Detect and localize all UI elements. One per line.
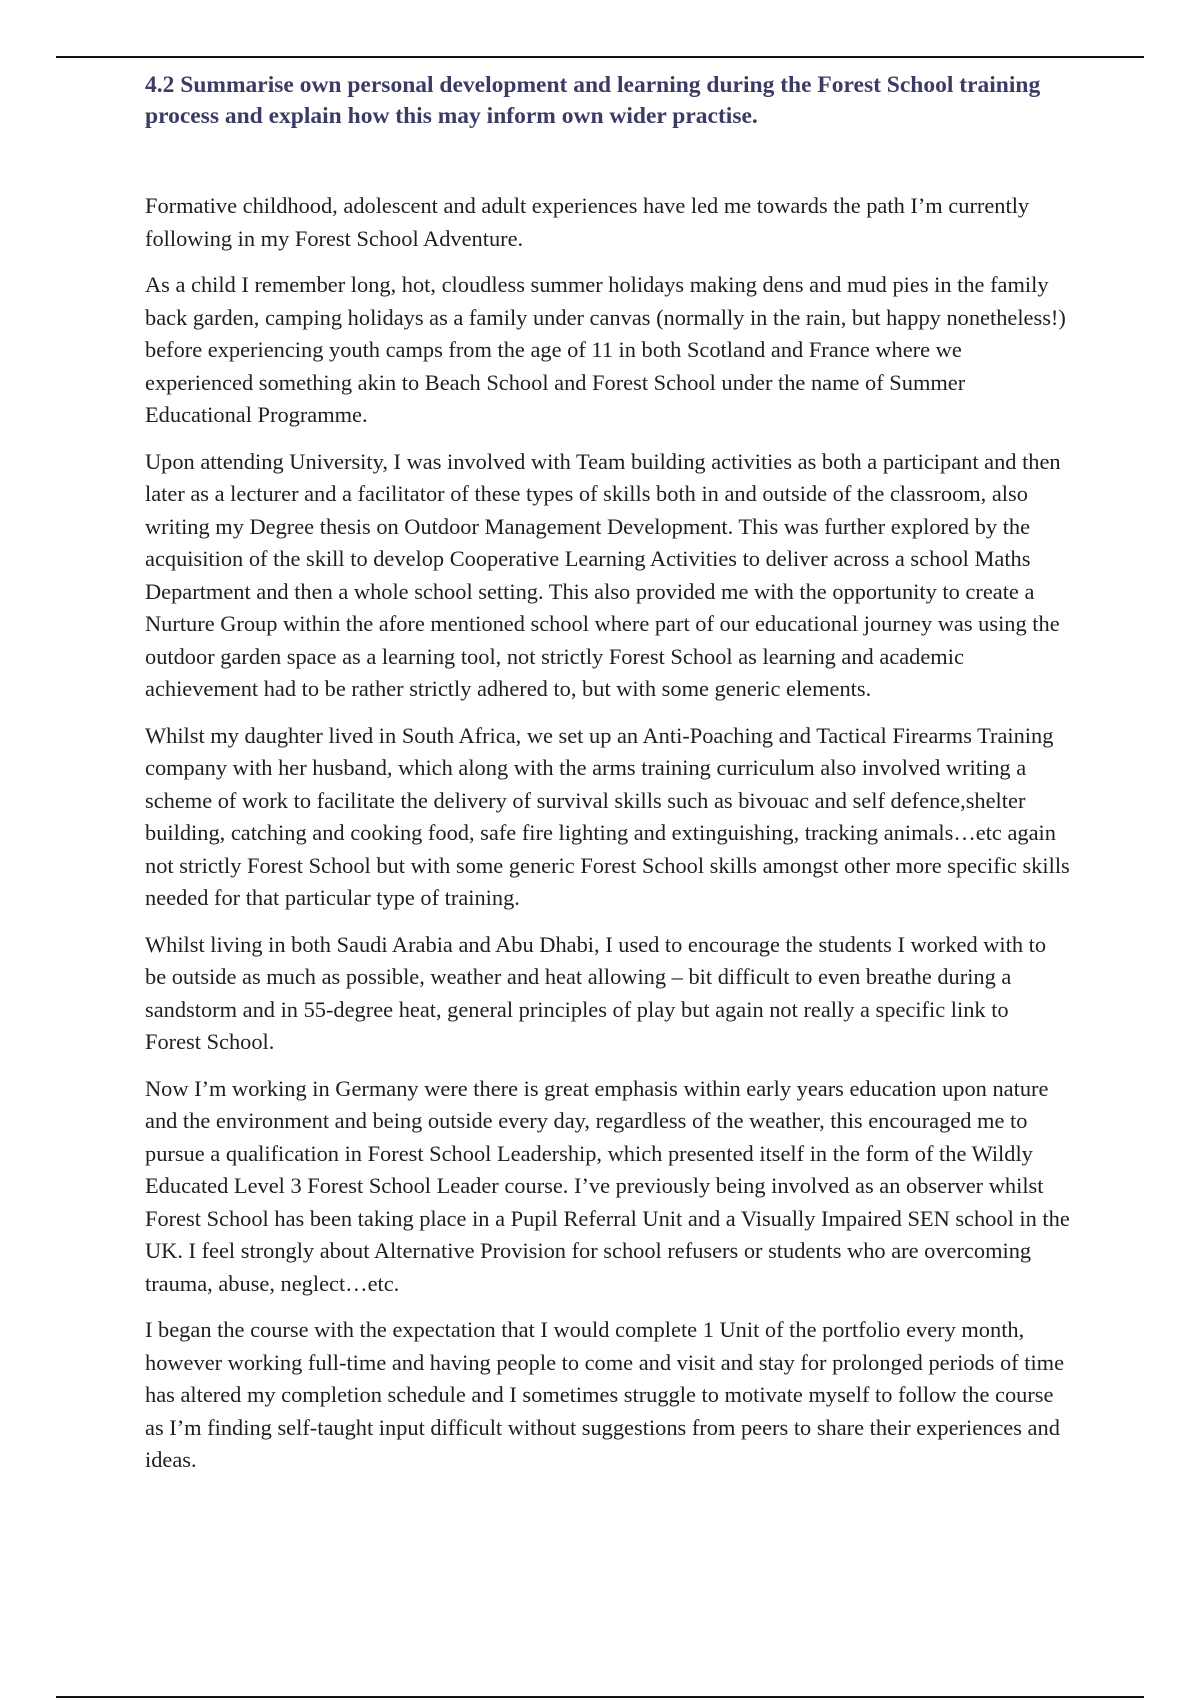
paragraph-saudi-abu-dhabi: Whilst living in both Saudi Arabia and Abu Dhabi, I used to encourage the students I worked with to be outside as much as possible, weather and heat allowing – bit difficult to even breathe during a sandstorm and in 55-degree heat, general principles of play but again not really a specific link to Forest School. — [145, 931, 1047, 1054]
section-heading: 4.2 Summarise own personal development and learning during the Forest School training process and explain how this may inform own wider practise. — [145, 72, 1041, 129]
paragraph-formative-experiences: Formative childhood, adolescent and adult experiences have led me towards the path I’m currently following in my Forest School Adventure. — [145, 193, 1030, 251]
bottom-rule — [56, 1696, 1144, 1698]
paragraph-university: Upon attending University, I was involved with Team building activities as both a participant and then later as a lecturer and a facilitator of these types of skills both in and outside of the classroom, also writing my Degree thesis on Outdoor Management Development. This was further explored by the acquisition of the skill to develop Cooperative Learning Activities to deliver across a school Maths Department and then a whole school setting. This also provided me with the opportunity to create a Nurture Group within the afore mentioned school where part of our educational journey was using the outdoor garden space as a learning tool, not strictly Forest School as learning and academic achievement had to be rather strictly adhered to, but with some generic elements. — [145, 448, 1061, 701]
document-body — [145, 70, 1070, 1491]
top-rule — [56, 56, 1144, 58]
paragraph-south-africa: Whilst my daughter lived in South Africa, we set up an Anti-Poaching and Tactical Firearms Training company with her husband, which along with the arms training curriculum also involved writing a scheme of work to facilitate the delivery of survival skills such as bivouac and self defence,shelter building, catching and cooking food, safe fire lighting and extinguishing, tracking animals…etc again not strictly Forest School but with some generic Forest School skills amongst other more specific skills needed for that particular type of training. — [145, 722, 1070, 910]
paragraph-course-expectation: I began the course with the expectation that I would complete 1 Unit of the portfolio every month, however working full-time and having people to come and visit and stay for prolonged periods of time has altered my completion schedule and I sometimes struggle to motivate myself to follow the course as I’m finding self-taught input difficult without suggestions from peers to share their experiences and ideas. — [145, 1317, 1065, 1472]
paragraph-childhood: As a child I remember long, hot, cloudless summer holidays making dens and mud pies in the family back garden, camping holidays as a family under canvas (normally in the rain, but happy nonetheless!) before experiencing youth camps from the age of 11 in both Scotland and France where we experienced something akin to Beach School and Forest School under the name of Summer Educational Programme. — [145, 272, 1066, 427]
paragraph-germany: Now I’m working in Germany were there is great emphasis within early years education upon nature and the environment and being outside every day, regardless of the weather, this encouraged me to pursue a qualification in Forest School Leadership, which presented itself in the form of the Wildly Educated Level 3 Forest School Leader course. I’ve previously being involved as an observer whilst Forest School has been taking place in a Pupil Referral Unit and a Visually Impaired SEN school in the UK. I feel strongly about Alternative Provision for school refusers or students who are overcoming trauma, abuse, neglect…etc. — [145, 1075, 1070, 1296]
